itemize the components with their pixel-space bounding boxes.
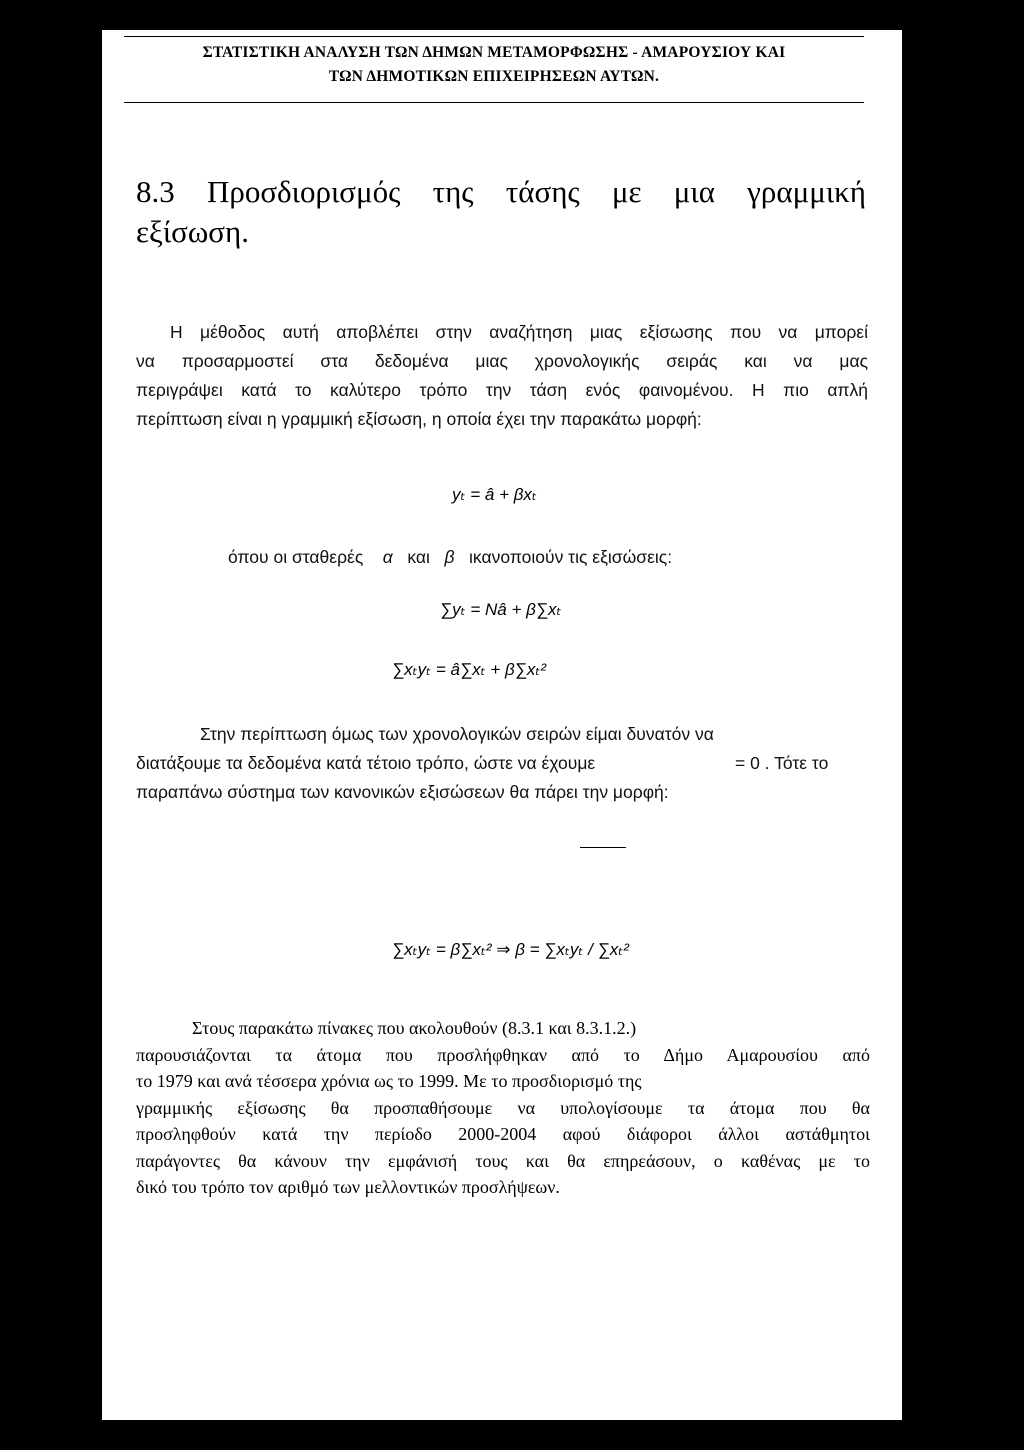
middle-line-2 — [136, 749, 866, 778]
middle-line-2-end: = 0 . Τότε το — [735, 753, 829, 773]
normal-equation-1-text: ∑yₜ = Nâ + β∑xₜ — [440, 600, 562, 619]
closing-line-5: προσληφθούν κατά την περίοδο 2000-2004 αφού διάφοροι άλλοι αστάθμητοι — [136, 1124, 870, 1144]
document-page — [102, 30, 902, 1420]
linear-equation — [452, 485, 537, 505]
linear-equation-text: yₜ = â + βxₜ — [452, 485, 537, 504]
intro-line-3: περιγράψει κατά το καλύτερο τρόπο την τάση ενός φαινομένου. Η πιο απλή — [136, 380, 868, 400]
header-rule-bottom — [124, 102, 864, 103]
section-title-line-2: εξίσωση. — [136, 214, 249, 249]
closing-line-6: παράγοντες θα κάνουν την εμφάνισή τους και θα επηρεάσουν, ο καθένας με το — [136, 1150, 870, 1171]
middle-line-2-text: διατάξουμε τα δεδομένα κατά τέτοιο τρόπο, ώστε να έχουμε — [136, 753, 596, 773]
closing-line-7: δικό του τρόπο τον αριθμό των μελλοντικών προσλήψεων. — [136, 1177, 560, 1197]
constants-prefix: όπου οι σταθερές — [228, 547, 364, 567]
middle-line-3: παραπάνω σύστημα των κανονικών εξισώσεων θα πάρει την μορφή: — [136, 782, 669, 802]
normal-equation-2-text: ∑xₜyₜ = â∑xₜ + β∑xₜ² — [392, 660, 546, 679]
closing-line-4: γραμμικής εξίσωσης θα προσπαθήσουμε να υπολογίσουμε τα άτομα που θα — [136, 1097, 870, 1118]
section-title-line-1: 8.3 Προσδιορισμός της τάσης με μια γραμμική — [136, 174, 866, 209]
running-header-line-1: ΣΤΑΤΙΣΤΙΚΗ ΑΝΑΛΥΣΗ ΤΩΝ ΔΗΜΩΝ ΜΕΤΑΜΟΡΦΩΣΗΣ - ΑΜΑΡΟΥΣΙΟΥ ΚΑΙ — [202, 44, 786, 61]
final-equation-text: ∑xₜyₜ = β∑xₜ² ⇒ β = ∑xₜyₜ / ∑xₜ² — [392, 940, 629, 959]
section-title — [136, 172, 866, 252]
constants-line — [228, 543, 868, 572]
closing-line-2: παρουσιάζονται τα άτομα που προσλήφθηκαν από το Δήμο Αμαρουσίου από — [136, 1044, 870, 1065]
fraction-rule — [580, 847, 626, 848]
middle-line-1: Στην περίπτωση όμως των χρονολογικών σειρών είμαι δυνατόν να — [200, 724, 714, 744]
header-rule-top — [124, 36, 864, 37]
closing-line-1: Στους παρακάτω πίνακες που ακολουθούν (8.3.1 και 8.3.1.2.) — [192, 1018, 637, 1038]
alpha-symbol: α — [382, 547, 393, 567]
closing-paragraph — [136, 1015, 870, 1201]
closing-line-3: το 1979 και ανά τέσσερα χρόνια ως το 1999. Με το προσδιορισμό της — [136, 1071, 642, 1091]
intro-paragraph — [136, 318, 868, 434]
final-equation — [392, 940, 629, 960]
normal-equation-1 — [440, 600, 561, 620]
intro-line-1: Η μέθοδος αυτή αποβλέπει στην αναζήτηση μιας εξίσωσης που να μπορεί — [170, 322, 868, 342]
beta-symbol: β — [444, 547, 455, 567]
normal-equation-2 — [392, 660, 546, 680]
intro-line-2: να προσαρμοστεί στα δεδομένα μιας χρονολογικής σειράς και να μας — [136, 351, 868, 371]
running-header-line-2: ΤΩΝ ΔΗΜΟΤΙΚΩΝ ΕΠΙΧΕΙΡΗΣΕΩΝ ΑΥΤΩΝ. — [328, 68, 660, 85]
intro-line-4: περίπτωση είναι η γραμμική εξίσωση, η οποία έχει την παρακάτω μορφή: — [136, 409, 702, 429]
constants-suffix: ικανοποιούν τις εξισώσεις: — [469, 547, 673, 567]
constants-and: και — [407, 547, 430, 567]
middle-paragraph — [136, 720, 866, 807]
